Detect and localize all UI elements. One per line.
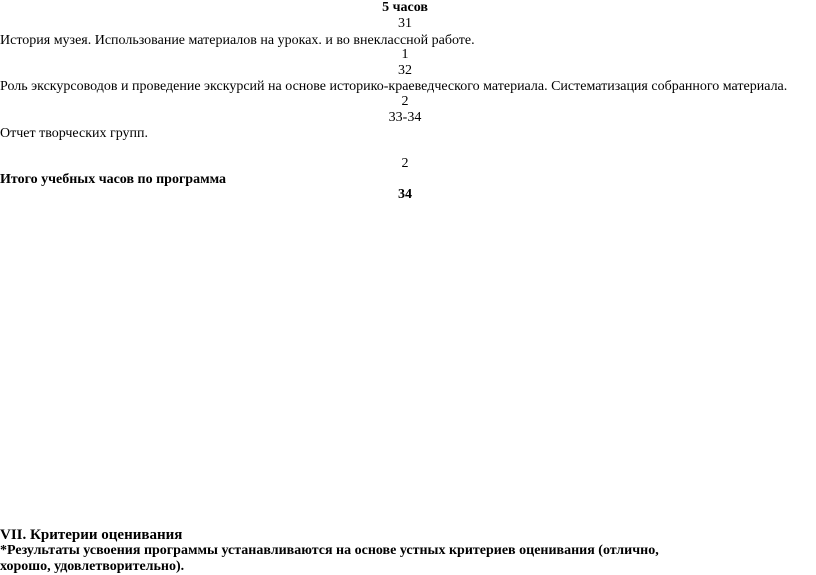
hours-value-1: 1 — [401, 47, 409, 62]
topic-museum-history: История музея. Использование материалов на уроках. и во внеклассной работе. — [0, 33, 475, 48]
topic-guides-role: Роль экскурсоводов и проведение экскурсий на основе историко-краеведческого материала. Систематизация собранного материала. — [0, 79, 788, 94]
lesson-number-33-34: 33-34 — [388, 110, 422, 125]
total-hours-value: 34 — [398, 187, 412, 202]
section-heading-criteria: VII. Критерии оценивания — [0, 527, 183, 543]
hours-heading: 5 часов — [382, 0, 428, 15]
lesson-number-31: 31 — [398, 16, 412, 31]
hours-value-3: 2 — [401, 156, 409, 171]
topic-group-reports: Отчет творческих групп. — [0, 126, 149, 141]
hours-value-2: 2 — [401, 94, 409, 109]
total-hours-label: Итого учебных часов по программа — [0, 172, 227, 187]
lesson-number-32: 32 — [398, 63, 412, 78]
criteria-text: *Результаты усвоения программы устанавливаются на основе устных критериев оценивания (отлично, хорошо, удовлетворительно). — [0, 543, 659, 574]
